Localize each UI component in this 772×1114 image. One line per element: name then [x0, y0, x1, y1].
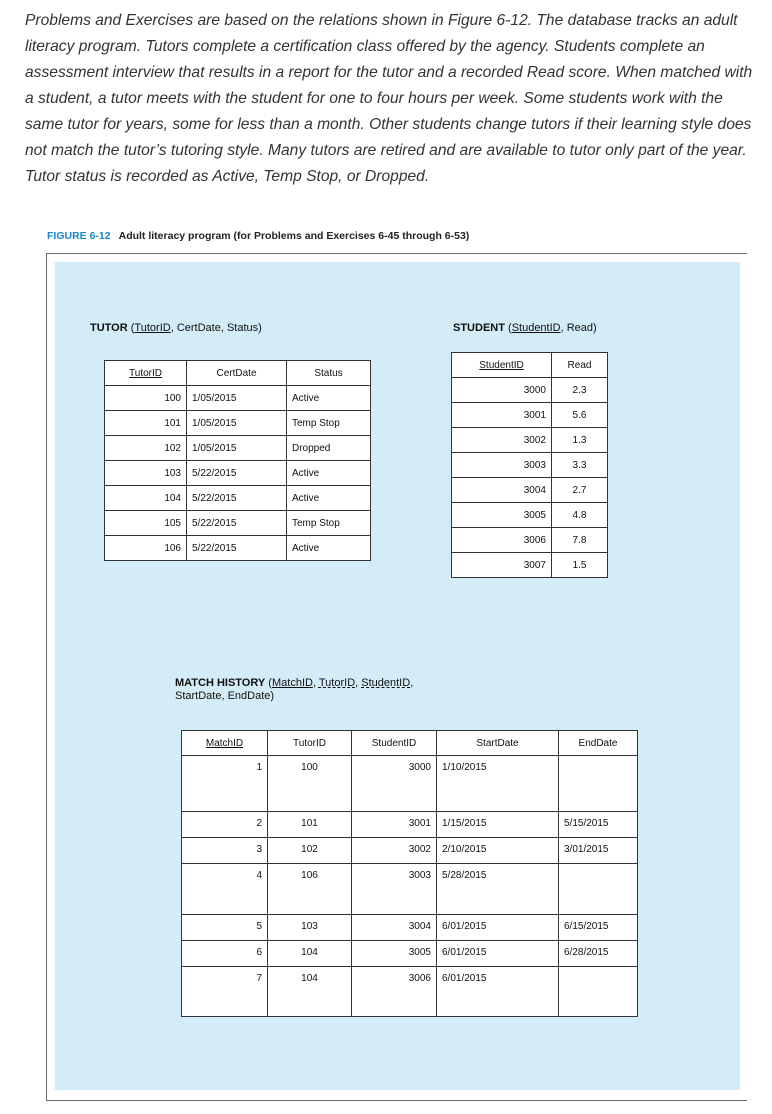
cell: 1/15/2015 — [437, 812, 559, 838]
cell: 1.5 — [552, 553, 608, 578]
cell: 101 — [268, 812, 352, 838]
table-row — [105, 461, 371, 486]
table-row — [452, 428, 608, 453]
cell — [559, 864, 638, 915]
cell: 2 — [182, 812, 268, 838]
table-row — [182, 915, 638, 941]
cell: 3004 — [352, 915, 437, 941]
cell: 3006 — [452, 528, 552, 553]
cell: 3006 — [352, 967, 437, 1017]
match-header-startdate: StartDate — [437, 731, 559, 756]
cell: 1.3 — [552, 428, 608, 453]
cell: 105 — [105, 511, 187, 536]
cell: 101 — [105, 411, 187, 436]
table-row — [105, 536, 371, 561]
cell: Active — [287, 386, 371, 411]
table-row — [452, 378, 608, 403]
cell: Active — [287, 486, 371, 511]
cell: 6/28/2015 — [559, 941, 638, 967]
cell: 1 — [182, 756, 268, 812]
cell: 5/28/2015 — [437, 864, 559, 915]
cell: 104 — [105, 486, 187, 511]
cell: 3 — [182, 838, 268, 864]
table-row — [182, 812, 638, 838]
table-row — [452, 453, 608, 478]
table-row — [182, 756, 638, 812]
match-header-matchid: MatchID — [182, 731, 268, 756]
figure-caption — [47, 230, 469, 242]
match-header-tutorid: TutorID — [268, 731, 352, 756]
cell: 106 — [268, 864, 352, 915]
student-table — [451, 352, 608, 578]
cell: 5.6 — [552, 403, 608, 428]
cell: 2/10/2015 — [437, 838, 559, 864]
student-relation-title: STUDENT (StudentID, Read) — [453, 322, 597, 334]
table-row — [452, 528, 608, 553]
match-history-table — [181, 730, 638, 1017]
cell: 7 — [182, 967, 268, 1017]
cell: Active — [287, 461, 371, 486]
cell: 106 — [105, 536, 187, 561]
cell: 3000 — [452, 378, 552, 403]
table-row — [105, 436, 371, 461]
cell: 5/15/2015 — [559, 812, 638, 838]
tutor-table — [104, 360, 371, 561]
cell: 6 — [182, 941, 268, 967]
cell: 100 — [268, 756, 352, 812]
cell: 3000 — [352, 756, 437, 812]
cell: 3002 — [452, 428, 552, 453]
table-row — [182, 941, 638, 967]
table-row — [182, 967, 638, 1017]
cell: 5/22/2015 — [187, 536, 287, 561]
cell: 3/01/2015 — [559, 838, 638, 864]
cell: 3007 — [452, 553, 552, 578]
tutor-relation-title: TUTOR (TutorID, CertDate, Status) — [90, 322, 262, 334]
cell: 3004 — [452, 478, 552, 503]
cell: 102 — [268, 838, 352, 864]
cell: Temp Stop — [287, 411, 371, 436]
cell: 3001 — [352, 812, 437, 838]
intro-paragraph: Problems and Exercises are based on the relations shown in Figure 6-12. The database tracks an adult literacy program. Tutors complete a certification class offered by the agency. Students complete an assessment interview that results in a report for the tutor and a recorded Read score. When matched with a student, a tutor meets with the student for one to four hours per week. Some students work with the same tutor for years, some for less than a month. Other students change tutors if their learning style does not match the tutor’s tutoring style. Many tutors are retired and are available to tutor only part of the year. Tutor status is recorded as Active, Temp Stop, or Dropped. — [25, 12, 753, 185]
table-row — [452, 553, 608, 578]
cell: 2.3 — [552, 378, 608, 403]
match-relation-title: MATCH HISTORY (MatchID, TutorID, StudentID, StartDate, EndDate) — [175, 677, 414, 702]
cell: 1/10/2015 — [437, 756, 559, 812]
match-header-enddate: EndDate — [559, 731, 638, 756]
cell — [559, 967, 638, 1017]
cell: 6/01/2015 — [437, 967, 559, 1017]
cell: 4.8 — [552, 503, 608, 528]
cell: 5 — [182, 915, 268, 941]
cell: 104 — [268, 941, 352, 967]
tutor-header-status: Status — [287, 361, 371, 386]
cell: 2.7 — [552, 478, 608, 503]
table-row — [452, 478, 608, 503]
table-row — [452, 503, 608, 528]
cell: 3005 — [452, 503, 552, 528]
cell — [559, 756, 638, 812]
cell: 103 — [105, 461, 187, 486]
table-row — [182, 838, 638, 864]
table-row — [105, 411, 371, 436]
cell: 6/01/2015 — [437, 941, 559, 967]
table-row — [105, 386, 371, 411]
cell: 1/05/2015 — [187, 411, 287, 436]
cell: 3003 — [452, 453, 552, 478]
match-header-studentid: StudentID — [352, 731, 437, 756]
table-row — [105, 486, 371, 511]
student-header-read: Read — [552, 353, 608, 378]
table-row — [105, 511, 371, 536]
cell: 3005 — [352, 941, 437, 967]
cell: 5/22/2015 — [187, 461, 287, 486]
tutor-header-certdate: CertDate — [187, 361, 287, 386]
cell: 4 — [182, 864, 268, 915]
cell: 5/22/2015 — [187, 511, 287, 536]
student-header-studentid: StudentID — [452, 353, 552, 378]
cell: 3002 — [352, 838, 437, 864]
cell: 102 — [105, 436, 187, 461]
table-row — [452, 403, 608, 428]
cell: 5/22/2015 — [187, 486, 287, 511]
cell: Dropped — [287, 436, 371, 461]
cell: 104 — [268, 967, 352, 1017]
cell: 3003 — [352, 864, 437, 915]
cell: 1/05/2015 — [187, 436, 287, 461]
cell: 3001 — [452, 403, 552, 428]
figure-title: Adult literacy program (for Problems and Exercises 6-45 through 6-53) — [118, 230, 470, 242]
cell: 7.8 — [552, 528, 608, 553]
cell: Active — [287, 536, 371, 561]
cell: 6/15/2015 — [559, 915, 638, 941]
cell: 100 — [105, 386, 187, 411]
cell: Temp Stop — [287, 511, 371, 536]
table-row — [182, 864, 638, 915]
cell: 3.3 — [552, 453, 608, 478]
tutor-header-tutorid: TutorID — [105, 361, 187, 386]
cell: 1/05/2015 — [187, 386, 287, 411]
cell: 6/01/2015 — [437, 915, 559, 941]
figure-label: FIGURE 6-12 — [47, 230, 111, 242]
cell: 103 — [268, 915, 352, 941]
